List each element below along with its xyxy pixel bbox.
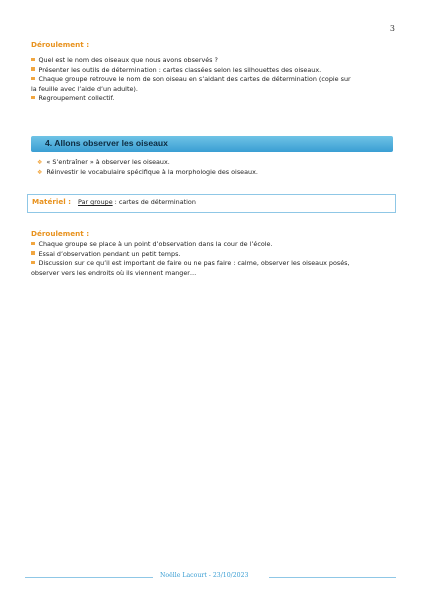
diamond-bullet-icon: ❖ [37, 159, 43, 166]
list-item: Essai d’observation pendant un petit temps. [31, 250, 401, 260]
square-bullet-icon [31, 96, 35, 100]
deroulement-list-1 [31, 56, 401, 104]
list-item: Présenter les outils de détermination : cartes classées selon les silhouettes des oiseaux. [31, 66, 401, 76]
materiel-group-label: Par groupe [78, 198, 113, 206]
section-title: 4. Allons observer les oiseaux [45, 138, 168, 148]
list-item: Regroupement collectif. [31, 94, 401, 104]
square-bullet-icon [31, 58, 35, 62]
deroulement-heading-2: Déroulement : [31, 229, 90, 238]
objectives-list [37, 158, 397, 177]
page-number: 3 [389, 24, 395, 33]
list-item: Quel est le nom des oiseaux que nous avons observés ? [31, 56, 401, 66]
objective-item: ❖ « S’entraîner » à observer les oiseaux. [37, 158, 170, 166]
square-bullet-icon [31, 67, 35, 71]
materiel-detail: : cartes de détermination [112, 198, 196, 206]
list-item-continuation: la feuille avec l’aide d’un adulte). [31, 84, 138, 93]
list-item-continuation: observer vers les endroits où ils viennent manger… [31, 268, 197, 277]
footer-text: Noëlle Lacourt - 23/10/2023 [160, 572, 249, 579]
footer-divider-left [25, 577, 153, 578]
square-bullet-icon [31, 77, 35, 81]
deroulement-list-2 [31, 240, 401, 278]
list-item: Discussion sur ce qu’il est important de faire ou ne pas faire : calme, observer les oiseaux posés, [31, 259, 401, 269]
square-bullet-icon [31, 261, 35, 265]
materiel-text [78, 198, 196, 206]
list-item: Chaque groupe retrouve le nom de son oiseau en s’aidant des cartes de détermination (copie sur [31, 75, 401, 85]
materiel-label: Matériel : [32, 197, 72, 206]
footer-divider-right [269, 577, 396, 578]
square-bullet-icon [31, 242, 35, 246]
square-bullet-icon [31, 251, 35, 255]
diamond-bullet-icon: ❖ [37, 168, 43, 176]
list-item: Chaque groupe se place à un point d’observation dans la cour de l’école. [31, 240, 401, 250]
deroulement-heading-1: Déroulement : [31, 40, 90, 49]
objective-item: ❖ Réinvestir le vocabulaire spécifique à la morphologie des oiseaux. [37, 167, 258, 176]
